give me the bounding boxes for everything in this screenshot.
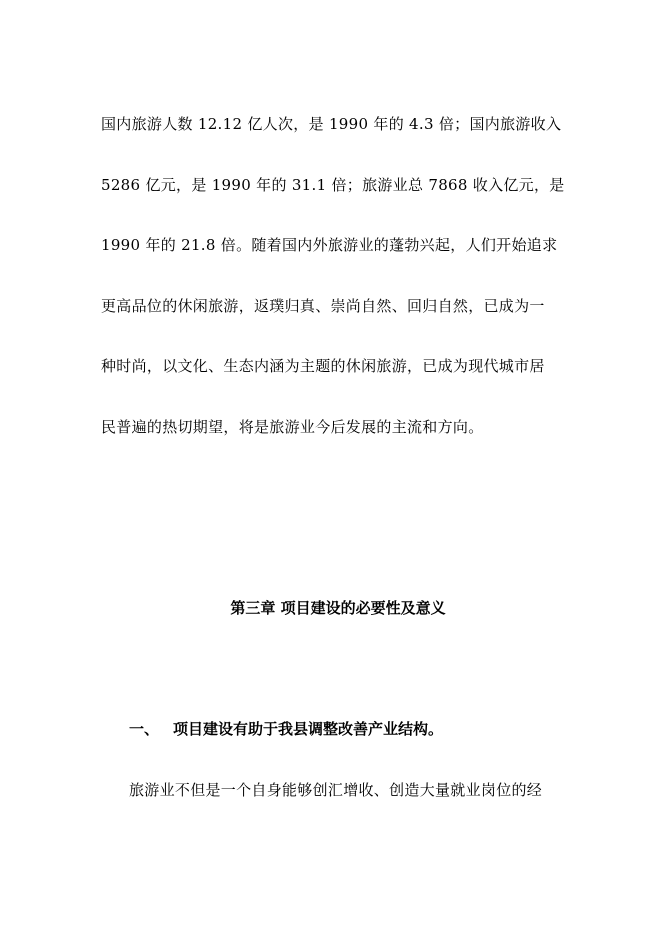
body-text-line: 旅游业不但是一个自身能够创汇增收、创造大量就业岗位的经 [129,781,543,799]
section-heading [129,719,443,739]
chapter-title: 第三章 项目建设的必要性及意义 [230,599,446,617]
section-number: 一、 [129,720,160,738]
paragraph-line: 国内旅游人数 12.12 亿人次，是 1990 年的 4.3 倍；国内旅游收入 [101,115,562,133]
paragraph-line: 5286 亿元，是 1990 年的 31.1 倍；旅游业总 7868 收入亿元，是 [101,176,565,194]
paragraph-line: 种时尚，以文化、生态内涵为主题的休闲旅游，已成为现代城市居 [101,357,545,375]
section-title: 项目建设有助于我县调整改善产业结构。 [173,720,444,738]
paragraph-line: 1990 年的 21.8 倍。随着国内外旅游业的蓬勃兴起，人们开始追求 [101,236,558,254]
paragraph-line: 更高品位的休闲旅游，返璞归真、崇尚自然、回归自然，已成为一 [101,297,545,315]
paragraph-line: 民普遍的热切期望，将是旅游业今后发展的主流和方向。 [101,418,484,436]
